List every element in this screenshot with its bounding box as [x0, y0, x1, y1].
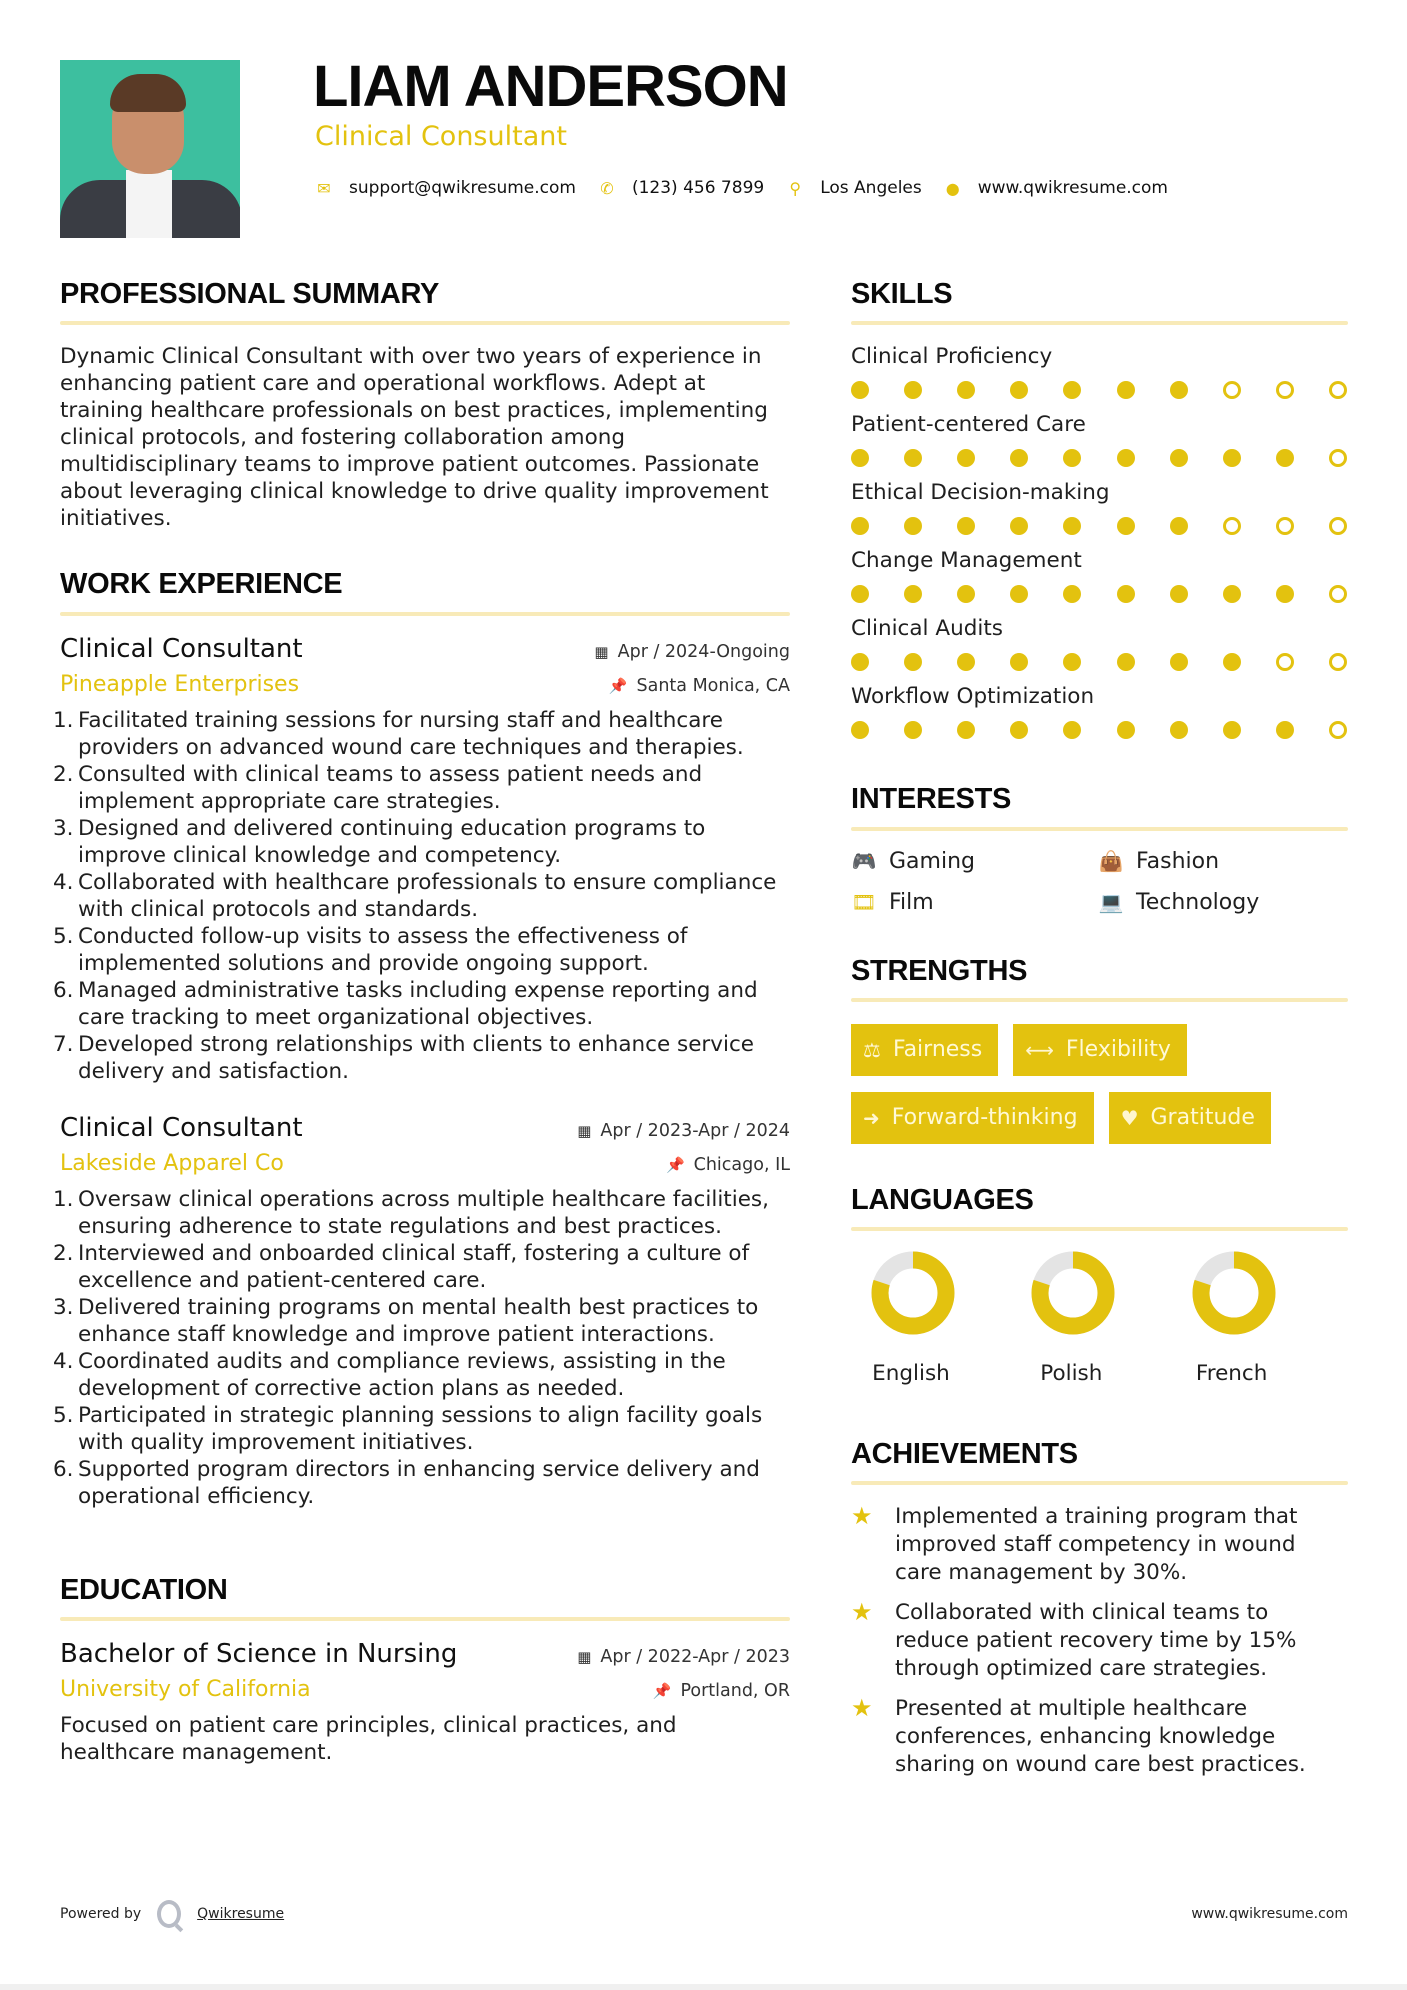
- job-entry: [53, 1112, 790, 1510]
- calendar-icon: ▦: [577, 1647, 592, 1666]
- strength-tag: ♥ Gratitude: [1109, 1092, 1271, 1144]
- calendar-icon: ▦: [577, 1121, 592, 1140]
- rating-dot-filled: [1223, 721, 1241, 739]
- skill-name: Ethical Decision-making: [851, 480, 1110, 506]
- rating-dot-filled: [1117, 381, 1135, 399]
- globe-icon: ●: [945, 178, 960, 198]
- shopping-bag-icon: 👜: [1098, 849, 1124, 873]
- language-name: English: [872, 1361, 950, 1386]
- education-section: [60, 1572, 790, 1766]
- contact-website-text: www.qwikresume.com: [977, 178, 1168, 198]
- skill-item: [851, 479, 1348, 537]
- rating-dot-filled: [1117, 517, 1135, 535]
- skills-section: [851, 276, 1348, 741]
- section-divider: [851, 998, 1348, 1002]
- rating-dot-filled: [957, 653, 975, 671]
- footer: [60, 1900, 1348, 1928]
- achievement-item: ★ Presented at multiple healthcare conferences, enhancing knowledge sharing on wound care best practices.: [851, 1694, 1306, 1778]
- pushpin-icon: 📌: [652, 1681, 672, 1700]
- contact-website[interactable]: [944, 178, 1168, 198]
- skill-rating: [851, 585, 1348, 605]
- skill-rating: [851, 449, 1348, 469]
- company-name: Pineapple Enterprises: [60, 671, 300, 697]
- section-heading-education: EDUCATION: [60, 1573, 228, 1606]
- contact-phone[interactable]: [598, 178, 764, 198]
- rating-dot-filled: [1010, 653, 1028, 671]
- left-column: [53, 276, 790, 1794]
- language-item: [867, 1249, 1027, 1386]
- list-item: 6. Supported program directors in enhancing service delivery and operational efficiency.: [53, 1456, 760, 1509]
- skill-name: Clinical Audits: [851, 616, 1003, 642]
- list-item: 7. Developed strong relationships with clients to enhance service delivery and satisfaction.: [53, 1031, 755, 1084]
- rating-dot-filled: [1117, 721, 1135, 739]
- rating-dot-filled: [904, 381, 922, 399]
- shooting-star-icon: ★: [851, 1502, 873, 1531]
- interests-grid: [851, 849, 1348, 915]
- job-date-text: Apr / 2023-Apr / 2024: [600, 1120, 790, 1141]
- job-date: [594, 642, 790, 662]
- candidate-name: LIAM ANDERSON: [313, 54, 788, 119]
- rating-dot-filled: [1276, 721, 1294, 739]
- interest-film: 🎞 Film: [851, 889, 934, 915]
- language-name: French: [1195, 1361, 1268, 1386]
- rating-dot-filled: [1170, 517, 1188, 535]
- rating-dot-filled: [851, 721, 869, 739]
- company-name: Lakeside Apparel Co: [60, 1150, 284, 1176]
- rating-dot-filled: [1117, 449, 1135, 467]
- strengths-tags: [851, 1024, 1311, 1144]
- laptop-icon: 💻: [1098, 890, 1124, 914]
- section-divider: [60, 612, 790, 616]
- powered-by-label: Powered by: [60, 1906, 142, 1922]
- rating-dot-filled: [904, 449, 922, 467]
- rating-dot-filled: [957, 517, 975, 535]
- achievements-section: [851, 1436, 1348, 1779]
- rating-dot-filled: [904, 653, 922, 671]
- job-location: [666, 1155, 790, 1175]
- rating-dot-empty: [1329, 653, 1347, 671]
- section-divider: [851, 1227, 1348, 1231]
- rating-dot-filled: [1117, 653, 1135, 671]
- job-location: [609, 676, 790, 696]
- rating-dot-filled: [851, 653, 869, 671]
- list-item: 1. Facilitated training sessions for nursing staff and healthcare providers on advanced wound care techniques and therapies.: [53, 707, 744, 760]
- section-divider: [60, 321, 790, 325]
- rating-dot-filled: [957, 721, 975, 739]
- language-donut-chart: [1190, 1249, 1278, 1337]
- rating-dot-filled: [904, 517, 922, 535]
- languages-section: [851, 1182, 1348, 1386]
- profile-photo: [60, 60, 240, 238]
- rating-dot-filled: [957, 381, 975, 399]
- skill-rating: [851, 517, 1348, 537]
- rating-dot-filled: [904, 721, 922, 739]
- contact-location: [786, 178, 922, 198]
- rating-dot-empty: [1329, 517, 1347, 535]
- skill-rating: [851, 721, 1348, 741]
- language-donut-chart: [869, 1249, 957, 1337]
- page-edge: [0, 1984, 1407, 1990]
- rating-dot-filled: [851, 381, 869, 399]
- strengths-section: [851, 953, 1348, 1144]
- language-name: Polish: [1040, 1361, 1103, 1386]
- education-description: Focused on patient care principles, clinical practices, and healthcare management.: [60, 1712, 677, 1765]
- language-item: [1027, 1249, 1187, 1386]
- list-item: 3. Designed and delivered continuing education programs to improve clinical knowledge and competency.: [53, 815, 706, 868]
- section-divider: [60, 1617, 790, 1621]
- list-item: 2. Consulted with clinical teams to assess patient needs and implement appropriate care strategies.: [53, 761, 703, 814]
- job-date-text: Apr / 2024-Ongoing: [617, 641, 790, 662]
- photo-shirt: [126, 170, 172, 238]
- rating-dot-empty: [1329, 585, 1347, 603]
- rating-dot-filled: [1010, 381, 1028, 399]
- strength-tag: ⚖ Fairness: [851, 1024, 998, 1076]
- rating-dot-filled: [1010, 449, 1028, 467]
- list-item: 5. Participated in strategic planning sessions to align facility goals with quality improvement initiatives.: [53, 1402, 763, 1455]
- rating-dot-filled: [1223, 585, 1241, 603]
- section-heading-languages: LANGUAGES: [851, 1183, 1034, 1216]
- skill-name: Clinical Proficiency: [851, 344, 1053, 370]
- rating-dot-empty: [1223, 517, 1241, 535]
- envelope-icon: ✉: [317, 178, 331, 198]
- strength-tag: ➜ Forward-thinking: [851, 1092, 1094, 1144]
- skill-name: Patient-centered Care: [851, 412, 1086, 438]
- education-location: [653, 1681, 790, 1701]
- skill-rating: [851, 381, 1348, 401]
- skill-rating: [851, 653, 1348, 673]
- rating-dot-filled: [1170, 721, 1188, 739]
- footer-website[interactable]: www.qwikresume.com: [1191, 1906, 1348, 1922]
- education-date: [577, 1647, 790, 1667]
- list-item: 3. Delivered training programs on mental health best practices to enhance staff knowledge and improve patient interactions.: [53, 1294, 759, 1347]
- shooting-star-icon: ★: [851, 1598, 873, 1627]
- education-entry: [60, 1639, 790, 1766]
- rating-dot-filled: [957, 585, 975, 603]
- rating-dot-filled: [1276, 449, 1294, 467]
- summary-text: Dynamic Clinical Consultant with over two years of experience in enhancing patient care and operational workflows. Adept at training healthcare professionals on best practices, implementing clinical protocols, and fostering collaboration among multidisciplinary teams to improve patient outcomes. Passionate about leveraging clinical knowledge to drive quality improvement initiatives.: [60, 344, 769, 532]
- job-entry: [53, 633, 790, 1085]
- rating-dot-filled: [1170, 449, 1188, 467]
- language-item: [1188, 1249, 1348, 1386]
- section-heading-experience: WORK EXPERIENCE: [60, 568, 343, 601]
- rating-dot-empty: [1276, 517, 1294, 535]
- qwikresume-logo-icon: [157, 1900, 181, 1928]
- interest-fashion: 👜 Fashion: [1098, 848, 1220, 874]
- rating-dot-filled: [1170, 381, 1188, 399]
- language-donut-chart: [1029, 1249, 1117, 1337]
- section-heading-strengths: STRENGTHS: [851, 954, 1028, 987]
- interest-gaming: 🎮 Gaming: [851, 848, 975, 874]
- achievement-item: ★ Implemented a training program that improved staff competency in wound care management by 30%.: [851, 1502, 1298, 1586]
- gamepad-icon: 🎮: [851, 849, 877, 873]
- skill-item: [851, 547, 1348, 605]
- shooting-star-icon: ★: [851, 1694, 873, 1723]
- job-title: Clinical Consultant: [60, 633, 303, 664]
- balance-scale-icon: ⚖: [863, 1037, 881, 1062]
- job-location-text: Santa Monica, CA: [636, 675, 790, 696]
- list-item: 2. Interviewed and onboarded clinical staff, fostering a culture of excellence and patient-centered care.: [53, 1240, 750, 1293]
- section-heading-skills: SKILLS: [851, 278, 953, 310]
- job-location-text: Chicago, IL: [693, 1154, 790, 1175]
- right-column: [851, 276, 1348, 1791]
- rating-dot-filled: [851, 449, 869, 467]
- powered-by: [60, 1900, 284, 1928]
- section-heading-achievements: ACHIEVEMENTS: [851, 1438, 1078, 1470]
- section-heading-interests: INTERESTS: [851, 783, 1012, 816]
- job-title: Clinical Consultant: [60, 1112, 303, 1143]
- languages-list: [867, 1249, 1348, 1386]
- job-bullets: [53, 707, 790, 1085]
- rating-dot-empty: [1329, 721, 1347, 739]
- pushpin-icon: 📌: [608, 676, 628, 695]
- rating-dot-empty: [1276, 381, 1294, 399]
- brand-link[interactable]: Qwikresume: [197, 1906, 285, 1922]
- list-item: 5. Conducted follow-up visits to assess the effectiveness of implemented solutions and provide ongoing support.: [53, 923, 688, 976]
- education-location-text: Portland, OR: [680, 1680, 790, 1701]
- section-heading-summary: PROFESSIONAL SUMMARY: [60, 278, 440, 310]
- arrows-horizontal-icon: ⟷: [1025, 1037, 1054, 1062]
- calendar-icon: ▦: [594, 642, 609, 661]
- rating-dot-empty: [1223, 381, 1241, 399]
- interest-technology: 💻 Technology: [1098, 889, 1260, 915]
- list-item: 6. Managed administrative tasks including expense reporting and care tracking to meet organizational objectives.: [53, 977, 758, 1030]
- rating-dot-filled: [1010, 517, 1028, 535]
- interests-section: [851, 781, 1348, 914]
- rating-dot-filled: [957, 449, 975, 467]
- map-pin-icon: ⚲: [789, 178, 802, 198]
- experience-section: [53, 566, 790, 1509]
- list-item: 4. Coordinated audits and compliance reviews, assisting in the development of corrective action plans as needed.: [53, 1348, 726, 1401]
- rating-dot-filled: [1063, 449, 1081, 467]
- rating-dot-filled: [1010, 585, 1028, 603]
- rating-dot-empty: [1329, 449, 1347, 467]
- job-bullets: [53, 1186, 790, 1510]
- rating-dot-filled: [1276, 585, 1294, 603]
- contact-row: [315, 178, 1190, 198]
- list-item: 4. Collaborated with healthcare professionals to ensure compliance with clinical protocols and standards.: [53, 869, 777, 922]
- skill-item: [851, 411, 1348, 469]
- skill-item: [851, 343, 1348, 401]
- rating-dot-filled: [1223, 653, 1241, 671]
- rating-dot-filled: [1117, 585, 1135, 603]
- contact-email-text: support@qwikresume.com: [349, 178, 576, 198]
- rating-dot-filled: [1170, 653, 1188, 671]
- section-divider: [851, 827, 1348, 831]
- skills-list: [851, 343, 1348, 741]
- rating-dot-filled: [851, 585, 869, 603]
- rating-dot-filled: [1170, 585, 1188, 603]
- rating-dot-filled: [1063, 517, 1081, 535]
- pushpin-icon: 📌: [665, 1155, 685, 1174]
- rating-dot-filled: [904, 585, 922, 603]
- film-icon: 🎞: [851, 890, 877, 914]
- rating-dot-filled: [1063, 381, 1081, 399]
- contact-phone-text: (123) 456 7899: [631, 178, 765, 198]
- contact-email[interactable]: [315, 178, 576, 198]
- degree-title: Bachelor of Science in Nursing: [60, 1638, 458, 1669]
- education-date-text: Apr / 2022-Apr / 2023: [600, 1646, 790, 1667]
- skill-name: Change Management: [851, 548, 1082, 574]
- rating-dot-empty: [1276, 653, 1294, 671]
- skill-item: [851, 615, 1348, 673]
- strength-tag: ⟷ Flexibility: [1013, 1024, 1187, 1076]
- list-item: 1. Oversaw clinical operations across multiple healthcare facilities, ensuring adherence to state regulations and best practices.: [53, 1186, 769, 1239]
- rating-dot-empty: [1329, 381, 1347, 399]
- job-date: [577, 1121, 790, 1141]
- section-divider: [851, 1481, 1348, 1485]
- rating-dot-filled: [851, 517, 869, 535]
- phone-icon: ✆: [600, 178, 614, 198]
- arrow-right-icon: ➜: [863, 1105, 880, 1130]
- rating-dot-filled: [1063, 585, 1081, 603]
- skill-name: Workflow Optimization: [851, 684, 1095, 710]
- candidate-title: Clinical Consultant: [315, 121, 567, 152]
- skill-item: [851, 683, 1348, 741]
- achievement-item: ★ Collaborated with clinical teams to reduce patient recovery time by 15% through optimized care strategies.: [851, 1598, 1297, 1682]
- section-divider: [851, 321, 1348, 325]
- contact-location-text: Los Angeles: [820, 178, 922, 198]
- heart-icon: ♥: [1120, 1105, 1139, 1130]
- rating-dot-filled: [1010, 721, 1028, 739]
- rating-dot-filled: [1063, 653, 1081, 671]
- summary-section: [60, 276, 790, 532]
- photo-hair: [110, 74, 186, 112]
- school-name: University of California: [60, 1676, 311, 1702]
- rating-dot-filled: [1223, 449, 1241, 467]
- rating-dot-filled: [1063, 721, 1081, 739]
